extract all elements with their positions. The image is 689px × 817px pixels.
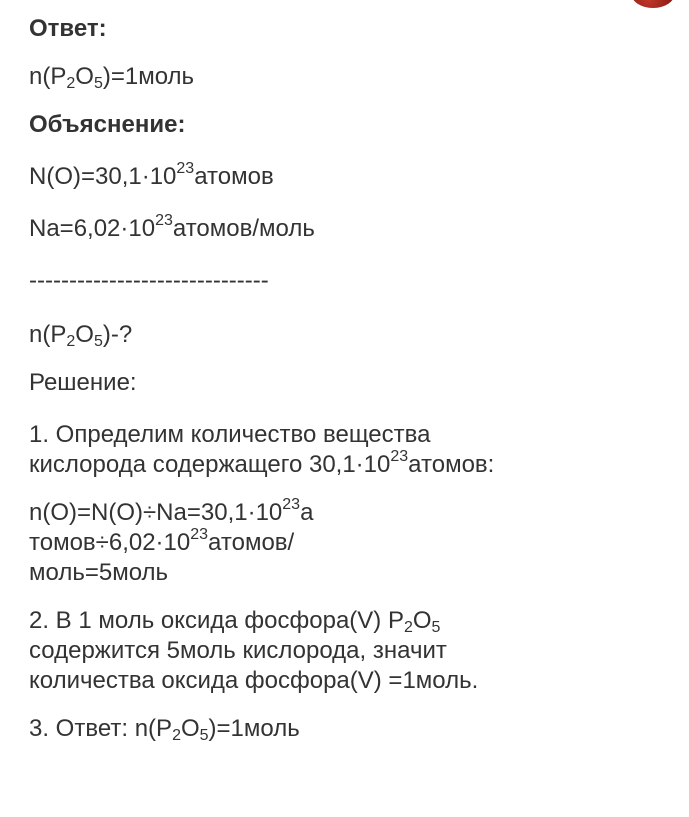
given-avogadro-before: Na=6,02·10 bbox=[29, 215, 156, 242]
calc-line-2-before: томов÷6,02·10 bbox=[29, 529, 191, 556]
step-1-line-2 bbox=[29, 450, 669, 480]
given-avogadro-exp: 23 bbox=[155, 212, 173, 229]
step-3-prefix: 3. Ответ: n(P bbox=[29, 715, 173, 742]
step-3-mid: O bbox=[180, 715, 200, 742]
step-2-line-1 bbox=[29, 606, 669, 636]
step-1-line-2-after: атомов: bbox=[408, 451, 495, 478]
given-atoms-before: N(O)=30,1·10 bbox=[29, 163, 177, 190]
step-3 bbox=[29, 714, 669, 744]
divider: ------------------------------ bbox=[29, 267, 269, 294]
step-1-line-2-exp: 23 bbox=[390, 448, 409, 465]
explanation-heading: Объяснение: bbox=[29, 111, 186, 138]
answer-value bbox=[29, 62, 669, 92]
answer-content bbox=[29, 14, 669, 744]
calc-line-3: моль=5моль bbox=[29, 559, 169, 586]
answer-mid: O bbox=[75, 63, 94, 90]
given-atoms-exp: 23 bbox=[176, 160, 195, 177]
find-sub-1: 2 bbox=[66, 333, 76, 350]
find-mid: O bbox=[75, 321, 94, 348]
answer-prefix: n(P bbox=[29, 63, 67, 90]
solution-heading: Решение: bbox=[29, 369, 137, 396]
answer-heading: Ответ: bbox=[29, 15, 107, 42]
step-2-sub-2: 5 bbox=[431, 619, 441, 636]
given-atoms-after: атомов bbox=[194, 163, 274, 190]
step-2-line-1-before: 2. В 1 моль оксида фосфора(V) P bbox=[29, 607, 404, 634]
calc-line-2 bbox=[29, 528, 669, 558]
step-3-suffix: )=1моль bbox=[208, 715, 300, 742]
find-prefix: n(P bbox=[29, 321, 67, 348]
step-1-calculation bbox=[29, 498, 669, 588]
calc-line-1-after: а bbox=[300, 499, 314, 526]
calc-line-2-after: атомов/ bbox=[208, 529, 295, 556]
calc-line-1-exp: 23 bbox=[282, 496, 301, 513]
find-line bbox=[29, 320, 669, 350]
step-3-sub-1: 2 bbox=[172, 727, 181, 744]
find-suffix: )-? bbox=[102, 321, 133, 348]
answer-sub-1: 2 bbox=[66, 75, 76, 92]
step-2-sub-1: 2 bbox=[403, 619, 413, 636]
calc-line-2-exp: 23 bbox=[190, 526, 209, 543]
calc-line-1-before: n(O)=N(O)÷Na=30,1·10 bbox=[29, 499, 283, 526]
given-avogadro-after: атомов/моль bbox=[172, 215, 315, 242]
step-1-line-1: 1. Определим количество вещества bbox=[29, 421, 431, 448]
answer-suffix: )=1моль bbox=[102, 63, 195, 90]
step-2-line-3: количества оксида фосфора(V) =1моль. bbox=[29, 667, 479, 694]
given-avogadro bbox=[29, 214, 669, 244]
corner-decoration bbox=[631, 0, 675, 8]
step-2-line-2: содержится 5моль кислорода, значит bbox=[29, 637, 447, 664]
step-3-sub-2: 5 bbox=[199, 727, 209, 744]
calc-line-1 bbox=[29, 498, 669, 528]
find-sub-2: 5 bbox=[93, 333, 103, 350]
answer-sub-2: 5 bbox=[93, 75, 103, 92]
given-atoms bbox=[29, 162, 669, 192]
step-2-mid: O bbox=[412, 607, 432, 634]
step-2 bbox=[29, 606, 669, 696]
step-1 bbox=[29, 420, 669, 480]
step-1-line-2-before: кислорода содержащего 30,1·10 bbox=[29, 451, 391, 478]
